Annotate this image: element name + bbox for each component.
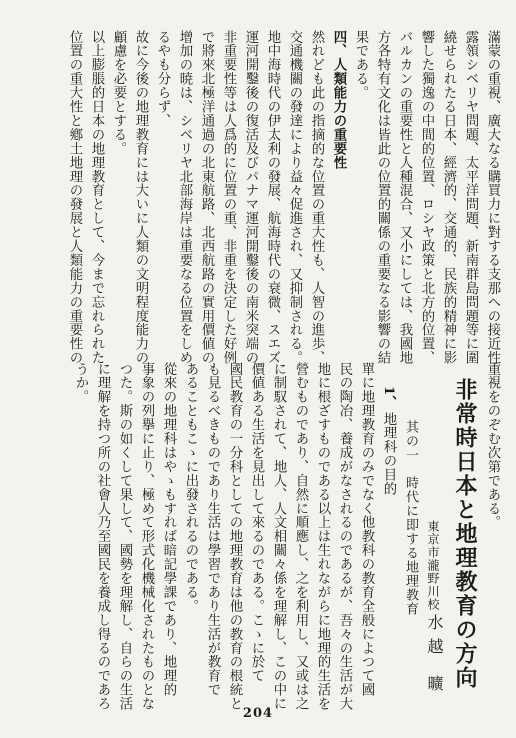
upper-line-19: 以上膨脹的日本の地理教育として、今まで忘れられた <box>89 30 104 365</box>
lower-line-2: 民の陶冶、養成がなされるのであるが、吾々の生活が大 <box>337 362 352 711</box>
upper-line-6: 方各特有文化は皆此の位置的關係の重要なる影響の結 <box>375 30 390 365</box>
article-title: 非常時日本と地理教育の方向 <box>452 378 478 690</box>
lower-line-13: に理解を持つ所の社會人乃至國民を養成し得るのであろ <box>95 362 110 711</box>
upper-line-20: 位置の重大性と鄕土地理の發展と人類能力の重要性の <box>67 30 82 365</box>
lower-line-6: 價値ある生活を見出して來るのである。こゝに於て <box>249 362 264 683</box>
upper-line-10: 交通機關の發達により益々促進され、又抑制される。 <box>287 30 302 365</box>
upper-line-13: 非重要性等は人爲的に位置の重、非重を決定した好例 <box>221 30 236 365</box>
upper-line-5: バルカンの重要性と人種混合、又小にしては、我國地 <box>397 30 412 365</box>
section-heading: 其の一 時代に即する地理教育 <box>403 420 418 616</box>
lower-line-12: つた。斯の如くして果して、國勢を理解し、自らの生活 <box>117 362 132 711</box>
lower-line-11: 事象の列擧に止り、極めて形式化機械化されたものとな <box>139 362 154 711</box>
upper-line-17: 故に今後の地理教育には大いに人類の文明程度能力の <box>133 30 148 365</box>
section-four-heading: 四、人類能力の重要性 <box>331 30 347 170</box>
block-divider <box>18 350 498 351</box>
subsection-title: 地理科の目的 <box>381 412 396 496</box>
lower-line-5: に制馭されて、地人、人文相關々係を理解し、この中に <box>271 362 286 711</box>
upper-line-7: 果である。 <box>353 30 368 100</box>
subsection-number: 1、 <box>381 386 397 410</box>
upper-line-16: るやも分らず、 <box>155 30 170 128</box>
upper-line-14: で將來北極洋通過の北東航路、北西航路の實用價値の <box>199 30 214 365</box>
lower-line-1: 單に地理教育のみでなく他教科の教育全般によつて國 <box>359 362 374 697</box>
upper-line-18: 顧慮を必要とする。 <box>111 30 126 156</box>
upper-line-4: 響した獨逸の中間的位置、ロシヤ政策と北方的位置、 <box>419 30 434 365</box>
upper-line-12: 運河開鑿後の復活及びパナマ運河開鑿後の南米突端の <box>243 30 258 365</box>
author-school: 東京市瀧野川校 <box>426 520 440 611</box>
page-number: 204 <box>242 706 274 721</box>
lower-line-4: 營むものであり、自然に順應し、之を利用し、又或は之 <box>293 362 308 711</box>
author-name: 水越 曠 <box>425 614 444 700</box>
upper-line-9: 然れども此の指摘的な位置の重大性も、人智の進歩、 <box>309 30 324 365</box>
lower-line-8: も見るべきものであり生活は學習であり生活が教育で <box>205 362 220 697</box>
upper-line-3: 繞せられたる日本、經濟的、交通的、民族的精神に影 <box>441 30 456 365</box>
lower-line-9: あることもこゝに出發されるのである。 <box>183 362 198 614</box>
lower-line-14: うか。 <box>73 362 88 404</box>
upper-line-2: 露領シベリヤ問題、太平洋問題、新南群島問題等に圍 <box>463 30 478 365</box>
carry-over-line: 重視をのぞむ次第である。 <box>485 362 500 530</box>
upper-line-11: 地中海時代の伊太利の發展、航海時代の衰微、スエズ <box>265 30 280 365</box>
lower-line-10: 從來の地理科はやゝもすれば暗記學課であり、地理的 <box>161 362 176 697</box>
upper-line-15: 增加の暁は、シベリヤ北部海岸は重要なる位置をしめ <box>177 30 192 365</box>
upper-line-1: 滿蒙の重視、廣大なる購買力に對する支那への接近性 <box>485 30 500 365</box>
lower-line-7: 國民教育の一分科としての地理教育は他の教育の根統と <box>227 362 242 711</box>
lower-line-3: 地に根ざすものである以上は生れながらに地理的生活を <box>315 362 330 711</box>
